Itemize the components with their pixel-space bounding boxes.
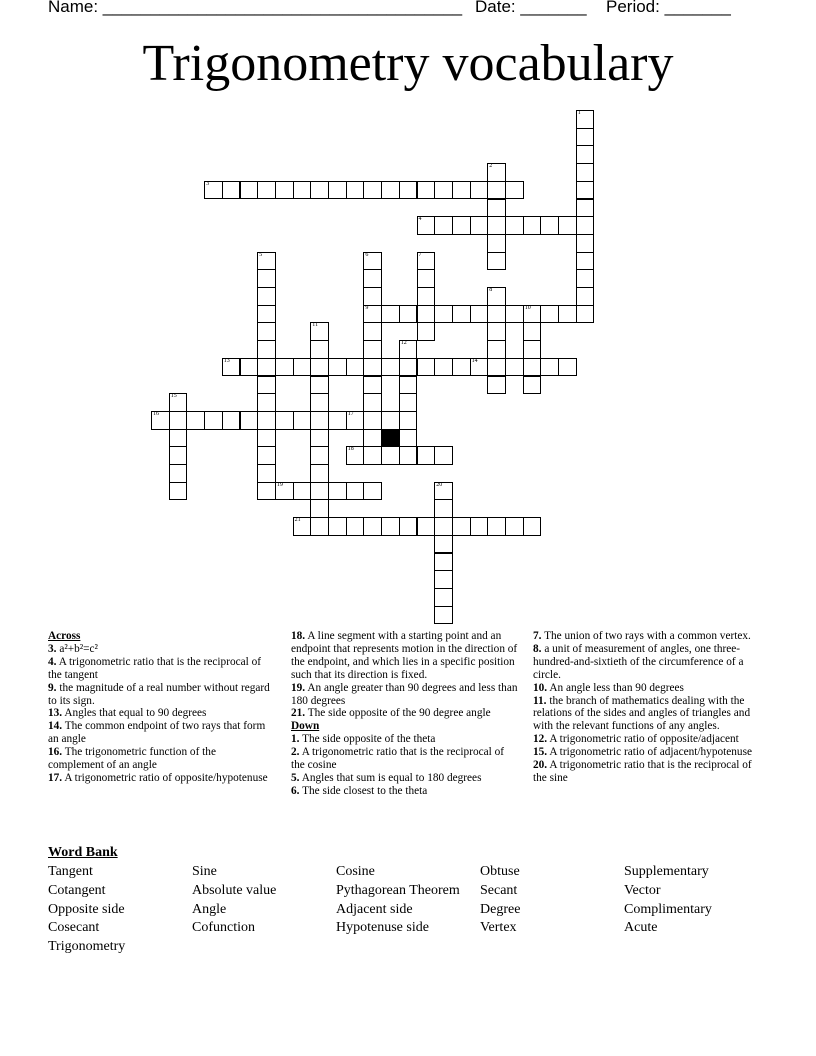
clue-down-12: 12. A trigonometric ratio of opposite/adjacent bbox=[533, 733, 739, 746]
crossword-cell[interactable] bbox=[310, 411, 329, 430]
crossword-cell[interactable] bbox=[346, 517, 365, 536]
clue-number: 1 bbox=[577, 110, 581, 116]
crossword-cell[interactable] bbox=[576, 110, 595, 129]
crossword-cell[interactable] bbox=[346, 181, 365, 200]
crossword-cell[interactable] bbox=[399, 429, 418, 448]
clue-down-10: 10. An angle less than 90 degrees bbox=[533, 681, 684, 694]
crossword-cell[interactable] bbox=[310, 446, 329, 465]
clue-down-7: 7. The union of two rays with a common vertex. bbox=[533, 630, 751, 642]
down-heading: Down bbox=[291, 720, 320, 733]
black-square bbox=[381, 429, 400, 448]
crossword-cell[interactable] bbox=[346, 358, 365, 377]
clue-across-4: 4. A trigonometric ratio that is the reciprocal of the tangent bbox=[48, 655, 262, 681]
crossword-cell[interactable] bbox=[434, 482, 453, 501]
crossword-cell[interactable] bbox=[523, 376, 542, 395]
page-title: Trigonometry vocabulary bbox=[142, 35, 674, 92]
crossword-cell[interactable] bbox=[505, 181, 524, 200]
crossword-cell[interactable] bbox=[363, 181, 382, 200]
crossword-cell[interactable] bbox=[310, 429, 329, 448]
crossword-cell[interactable] bbox=[346, 411, 365, 430]
clue-number: 20 bbox=[436, 481, 443, 488]
word-bank-item: Hypotenuse side bbox=[336, 920, 429, 936]
clue-across-17: 17. A trigonometric ratio of opposite/hypotenuse bbox=[48, 771, 268, 784]
crossword-cell[interactable] bbox=[487, 234, 506, 253]
crossword-cell[interactable] bbox=[169, 464, 188, 483]
crossword-cell[interactable] bbox=[417, 287, 436, 306]
crossword-cell[interactable] bbox=[363, 411, 382, 430]
clue-number: 13 bbox=[223, 357, 230, 364]
clue-across-14: 14. The common endpoint of two rays that form an angle bbox=[48, 720, 266, 746]
crossword-cell[interactable] bbox=[434, 517, 453, 536]
word-bank-item: Absolute value bbox=[192, 882, 277, 898]
crossword-cell[interactable] bbox=[257, 482, 276, 501]
clue-down-6: 6. The side closest to the theta bbox=[291, 784, 428, 797]
crossword-cell[interactable] bbox=[576, 199, 595, 218]
clue-down-1: 1. The side opposite of the theta bbox=[291, 733, 436, 746]
clue-number: 3 bbox=[206, 180, 210, 187]
word-bank-item: Trigonometry bbox=[48, 939, 126, 955]
word-bank-item: Complimentary bbox=[624, 901, 712, 917]
crossword-cell[interactable] bbox=[169, 429, 188, 448]
crossword-cell[interactable] bbox=[417, 322, 436, 341]
word-bank-item: Obtuse bbox=[480, 864, 520, 879]
crossword-cell[interactable] bbox=[470, 358, 489, 377]
crossword-cell[interactable] bbox=[257, 358, 276, 377]
crossword-cell[interactable] bbox=[487, 287, 506, 306]
crossword-cell[interactable] bbox=[346, 446, 365, 465]
crossword-cell[interactable] bbox=[576, 216, 595, 235]
crossword-cell[interactable] bbox=[328, 181, 347, 200]
crossword-cell[interactable] bbox=[363, 340, 382, 359]
word-bank-item: Sine bbox=[192, 864, 217, 879]
word-bank-item: Supplementary bbox=[624, 864, 709, 879]
word-bank-column-2 bbox=[192, 863, 276, 938]
crossword-cell[interactable] bbox=[186, 411, 205, 430]
crossword-cell[interactable] bbox=[576, 181, 595, 200]
crossword-cell[interactable] bbox=[363, 429, 382, 448]
word-bank-column-1 bbox=[48, 863, 125, 957]
clue-number: 16 bbox=[153, 410, 159, 417]
crossword-cell[interactable] bbox=[257, 393, 276, 412]
crossword-cell[interactable] bbox=[310, 499, 329, 518]
crossword-cell[interactable] bbox=[505, 517, 524, 536]
crossword-cell[interactable] bbox=[169, 411, 188, 430]
crossword-cell[interactable] bbox=[222, 181, 241, 200]
crossword-cell[interactable] bbox=[363, 305, 382, 324]
crossword-cell[interactable] bbox=[540, 216, 559, 235]
crossword-cell[interactable] bbox=[434, 305, 453, 324]
crossword-cell[interactable] bbox=[169, 393, 188, 412]
crossword-cell[interactable] bbox=[417, 517, 436, 536]
crossword-cell[interactable] bbox=[417, 446, 436, 465]
crossword-cell[interactable] bbox=[169, 446, 188, 465]
crossword-cell[interactable] bbox=[257, 322, 276, 341]
crossword-cell[interactable] bbox=[381, 358, 400, 377]
crossword-cell[interactable] bbox=[487, 199, 506, 218]
clue-number: 12 bbox=[400, 340, 407, 347]
clue-down-5: 5. Angles that sum is equal to 180 degrees bbox=[291, 771, 482, 784]
crossword-cell[interactable] bbox=[381, 411, 400, 430]
crossword-cell[interactable] bbox=[487, 517, 506, 536]
crossword-cell[interactable] bbox=[558, 216, 577, 235]
crossword-cell[interactable] bbox=[240, 358, 259, 377]
crossword-cell[interactable] bbox=[328, 411, 347, 430]
crossword-cell[interactable] bbox=[417, 181, 436, 200]
crossword-cell[interactable] bbox=[434, 535, 453, 554]
clue-number: 14 bbox=[471, 357, 478, 364]
crossword-cell[interactable] bbox=[470, 181, 489, 200]
clue-down-15: 15. A trigonometric ratio of adjacent/hypotenuse bbox=[533, 746, 752, 759]
clue-number: 10 bbox=[524, 304, 531, 311]
crossword-cell[interactable] bbox=[434, 181, 453, 200]
crossword-cell[interactable] bbox=[310, 322, 329, 341]
word-bank-item: Pythagorean Theorem bbox=[336, 882, 460, 898]
clue-across-16: 16. The trigonometric function of the complement of an angle bbox=[48, 746, 216, 772]
clue-across-13: 13. Angles that equal to 90 degrees bbox=[48, 707, 207, 720]
crossword-cell[interactable] bbox=[240, 181, 259, 200]
word-bank-item: Cosine bbox=[336, 864, 375, 879]
crossword-cell[interactable] bbox=[434, 358, 453, 377]
clue-number: 4 bbox=[418, 216, 422, 223]
date-field-label: Date: _______ bbox=[475, 0, 587, 16]
clue-number: 19 bbox=[276, 481, 283, 488]
crossword-cell[interactable] bbox=[204, 411, 223, 430]
crossword-cell[interactable] bbox=[487, 376, 506, 395]
crossword-cell[interactable] bbox=[487, 216, 506, 235]
crossword-cell[interactable] bbox=[452, 517, 471, 536]
crossword-cell[interactable] bbox=[363, 446, 382, 465]
crossword-cell[interactable] bbox=[434, 553, 453, 572]
crossword-cell[interactable] bbox=[452, 358, 471, 377]
word-bank-item: Cofunction bbox=[192, 920, 255, 936]
crossword-cell[interactable] bbox=[576, 269, 595, 288]
crossword-cell[interactable] bbox=[576, 234, 595, 253]
crossword-cell[interactable] bbox=[487, 305, 506, 324]
crossword-cell[interactable] bbox=[487, 340, 506, 359]
crossword-cell[interactable] bbox=[417, 358, 436, 377]
crossword-cell[interactable] bbox=[363, 393, 382, 412]
clue-across-3: 3. a²+b²=c² bbox=[48, 642, 98, 655]
clue-number: 9 bbox=[365, 304, 369, 311]
crossword-cell[interactable] bbox=[363, 376, 382, 395]
word-bank-item: Cosecant bbox=[48, 920, 100, 936]
crossword-cell[interactable] bbox=[169, 482, 188, 501]
crossword-cell[interactable] bbox=[257, 269, 276, 288]
crossword-cell[interactable] bbox=[523, 305, 542, 324]
crossword-cell[interactable] bbox=[523, 517, 542, 536]
crossword-cell[interactable] bbox=[558, 305, 577, 324]
crossword-cell[interactable] bbox=[487, 252, 506, 271]
crossword-cell[interactable] bbox=[275, 411, 294, 430]
across-heading: Across bbox=[48, 630, 81, 642]
crossword-cell[interactable] bbox=[257, 376, 276, 395]
crossword-cell[interactable] bbox=[399, 517, 418, 536]
crossword-cell[interactable] bbox=[363, 252, 382, 271]
crossword-cell[interactable] bbox=[310, 464, 329, 483]
clue-down-8: 8. a unit of measurement of angles, one three-hundred-and-sixtieth of the circumference of a circle. bbox=[533, 642, 744, 681]
word-bank-column-5 bbox=[624, 863, 712, 938]
crossword-cell[interactable] bbox=[310, 181, 329, 200]
crossword-cell[interactable] bbox=[381, 517, 400, 536]
word-bank-item: Cotangent bbox=[48, 882, 106, 898]
crossword-cell[interactable] bbox=[346, 482, 365, 501]
crossword-cell[interactable] bbox=[417, 305, 436, 324]
word-bank-item: Angle bbox=[192, 901, 227, 917]
crossword-cell[interactable] bbox=[257, 287, 276, 306]
crossword-cell[interactable] bbox=[293, 411, 312, 430]
word-bank-item: Vector bbox=[624, 882, 661, 898]
crossword-cell[interactable] bbox=[399, 393, 418, 412]
crossword-cell[interactable] bbox=[204, 181, 223, 200]
period-field-label: Period: _______ bbox=[606, 0, 731, 16]
crossword-cell[interactable] bbox=[275, 358, 294, 377]
word-bank-item: Degree bbox=[480, 901, 521, 917]
clue-number: 15 bbox=[170, 393, 177, 400]
crossword-cell[interactable] bbox=[310, 340, 329, 359]
clue-number: 5 bbox=[259, 251, 263, 258]
crossword-cell[interactable] bbox=[293, 358, 312, 377]
crossword-cell[interactable] bbox=[399, 411, 418, 430]
crossword-cell[interactable] bbox=[523, 322, 542, 341]
crossword-cell[interactable] bbox=[399, 340, 418, 359]
crossword-cell[interactable] bbox=[576, 145, 595, 164]
crossword-cell[interactable] bbox=[434, 570, 453, 589]
crossword-cell[interactable] bbox=[452, 305, 471, 324]
crossword-cell[interactable] bbox=[470, 305, 489, 324]
crossword-cell[interactable] bbox=[257, 429, 276, 448]
crossword-cell[interactable] bbox=[434, 499, 453, 518]
clue-across-19: 19. An angle greater than 90 degrees and less than 180 degrees bbox=[291, 681, 518, 707]
crossword-cell[interactable] bbox=[310, 517, 329, 536]
crossword-cell[interactable] bbox=[257, 305, 276, 324]
crossword-cell[interactable] bbox=[363, 269, 382, 288]
crossword-cell[interactable] bbox=[293, 181, 312, 200]
crossword-cell[interactable] bbox=[363, 287, 382, 306]
clue-number: 18 bbox=[347, 446, 354, 453]
crossword-cell[interactable] bbox=[523, 358, 542, 377]
crossword-cell[interactable] bbox=[417, 269, 436, 288]
crossword-cell[interactable] bbox=[399, 376, 418, 395]
crossword-cell[interactable] bbox=[452, 181, 471, 200]
crossword-cell[interactable] bbox=[434, 588, 453, 607]
crossword-cell[interactable] bbox=[240, 411, 259, 430]
crossword-cell[interactable] bbox=[505, 305, 524, 324]
crossword-cell[interactable] bbox=[310, 482, 329, 501]
crossword-cell[interactable] bbox=[576, 163, 595, 182]
crossword-cell[interactable] bbox=[275, 482, 294, 501]
clue-number: 21 bbox=[294, 517, 301, 524]
crossword-cell[interactable] bbox=[257, 464, 276, 483]
crossword-cell[interactable] bbox=[222, 411, 241, 430]
crossword-cell[interactable] bbox=[257, 340, 276, 359]
crossword-cell[interactable] bbox=[257, 446, 276, 465]
word-bank-item: Tangent bbox=[48, 864, 93, 879]
crossword-cell[interactable] bbox=[222, 358, 241, 377]
crossword-cell[interactable] bbox=[363, 517, 382, 536]
clue-number: 8 bbox=[489, 287, 493, 293]
crossword-cell[interactable] bbox=[576, 252, 595, 271]
crossword-cell[interactable] bbox=[487, 181, 506, 200]
crossword-cell[interactable] bbox=[487, 322, 506, 341]
clue-down-11: 11. the branch of mathematics dealing with the relations of the sides and angles of triangles and with the relevant functions of any angles. bbox=[533, 694, 751, 733]
clue-number: 17 bbox=[347, 410, 354, 417]
name-field-label: Name: ______________________________________ bbox=[48, 0, 463, 16]
crossword-cell[interactable] bbox=[540, 305, 559, 324]
crossword-cell[interactable] bbox=[310, 376, 329, 395]
crossword-cell[interactable] bbox=[399, 181, 418, 200]
word-bank-column-4 bbox=[480, 863, 520, 938]
crossword-cell[interactable] bbox=[363, 482, 382, 501]
clue-across-9: 9. the magnitude of a real number without regard to its sign. bbox=[48, 681, 270, 707]
crossword-cell[interactable] bbox=[151, 411, 170, 430]
clue-across-18: 18. A line segment with a starting point and an endpoint that represents motion in the direction of the endpoint, and which lies in a specific position such that its direction is fixed. bbox=[291, 630, 518, 681]
clue-down-2: 2. A trigonometric ratio that is the reciprocal of the cosine bbox=[291, 746, 505, 772]
crossword-cell[interactable] bbox=[558, 358, 577, 377]
crossword-cell[interactable] bbox=[399, 358, 418, 377]
clue-number: 7 bbox=[418, 251, 422, 258]
crossword-cell[interactable] bbox=[434, 216, 453, 235]
word-bank-column-3 bbox=[336, 863, 460, 938]
clue-number: 2 bbox=[489, 163, 493, 170]
crossword-cell[interactable] bbox=[487, 163, 506, 182]
crossword-cell[interactable] bbox=[505, 216, 524, 235]
crossword-cell[interactable] bbox=[576, 305, 595, 324]
crossword-cell[interactable] bbox=[310, 393, 329, 412]
crossword-cell[interactable] bbox=[293, 517, 312, 536]
crossword-cell[interactable] bbox=[381, 181, 400, 200]
crossword-cell[interactable] bbox=[434, 606, 453, 625]
crossword-cell[interactable] bbox=[328, 517, 347, 536]
word-bank-item: Acute bbox=[624, 920, 658, 936]
crossword-cell[interactable] bbox=[487, 358, 506, 377]
crossword-cell[interactable] bbox=[576, 128, 595, 147]
crossword-cell[interactable] bbox=[523, 340, 542, 359]
crossword-cell[interactable] bbox=[576, 287, 595, 306]
crossword-cell[interactable] bbox=[275, 181, 294, 200]
crossword-cell[interactable] bbox=[540, 358, 559, 377]
clue-down-20: 20. A trigonometric ratio that is the reciprocal of the sine bbox=[533, 759, 752, 784]
clues-column-3 bbox=[533, 630, 755, 785]
crossword-cell[interactable] bbox=[293, 482, 312, 501]
clues-column-1 bbox=[48, 630, 270, 785]
word-bank-item: Secant bbox=[480, 882, 518, 898]
crossword-cell[interactable] bbox=[452, 216, 471, 235]
clue-number: 11 bbox=[312, 322, 319, 329]
crossword-cell[interactable] bbox=[257, 181, 276, 200]
word-bank-item: Opposite side bbox=[48, 901, 125, 917]
crossword-cell[interactable] bbox=[470, 517, 489, 536]
crossword-cell[interactable] bbox=[505, 358, 524, 377]
crossword-cell[interactable] bbox=[417, 216, 436, 235]
crossword-cell[interactable] bbox=[381, 446, 400, 465]
crossword-cell[interactable] bbox=[257, 252, 276, 271]
word-bank-item: Adjacent side bbox=[336, 901, 413, 917]
crossword-cell[interactable] bbox=[363, 358, 382, 377]
clues-column-2 bbox=[291, 630, 519, 798]
crossword-cell[interactable] bbox=[434, 446, 453, 465]
word-bank-heading: Word Bank bbox=[48, 845, 118, 860]
crossword-cell[interactable] bbox=[328, 358, 347, 377]
crossword-cell[interactable] bbox=[417, 252, 436, 271]
crossword-cell[interactable] bbox=[310, 358, 329, 377]
word-bank-item: Vertex bbox=[480, 920, 517, 936]
crossword-cell[interactable] bbox=[399, 305, 418, 324]
crossword-cell[interactable] bbox=[399, 446, 418, 465]
crossword-cell[interactable] bbox=[523, 216, 542, 235]
clue-number: 6 bbox=[365, 251, 369, 258]
crossword-cell[interactable] bbox=[328, 482, 347, 501]
crossword-cell[interactable] bbox=[363, 322, 382, 341]
clue-across-21: 21. The side opposite of the 90 degree angle bbox=[291, 707, 491, 720]
crossword-cell[interactable] bbox=[470, 216, 489, 235]
crossword-cell[interactable] bbox=[381, 305, 400, 324]
crossword-cell[interactable] bbox=[257, 411, 276, 430]
